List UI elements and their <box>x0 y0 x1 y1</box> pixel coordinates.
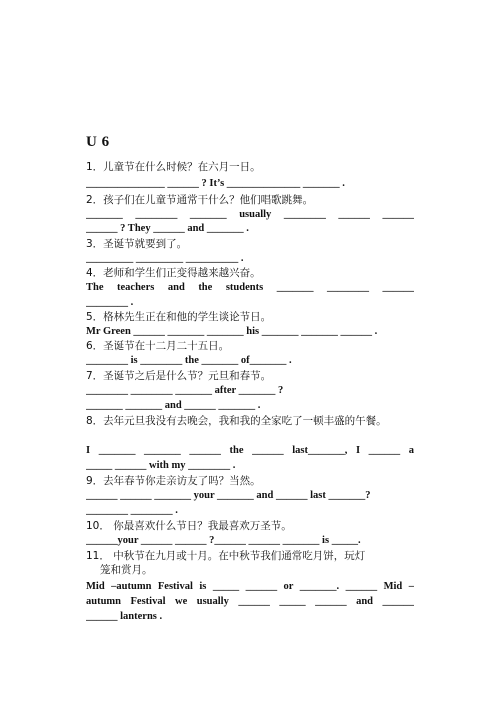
question-11-prompt-line-2: 笼和赏月。 <box>100 564 153 576</box>
question-5-prompt: 5．格林先生正在和他的学生谈论节日。 <box>86 311 272 323</box>
question-9-prompt: 9．去年春节你走亲访友了吗？当然。 <box>86 475 261 487</box>
question-2-prompt: 2．孩子们在儿童节通常干什么？他们唱歌跳舞。 <box>86 194 314 206</box>
question-2-answer-line-2: ______ ? They ______ and _______ . <box>86 223 249 234</box>
question-9-answer-line-2: ________ ________ . <box>86 505 178 516</box>
question-11-answer-line-1: Mid –autumn Festival is _____ ______ or _______. ______ Mid – <box>86 581 414 592</box>
question-1-answer: _______________ ______ ? It’s ______________ _______ . <box>86 178 345 189</box>
question-7-answer-line-1: ________ ________ _______ after _______ ? <box>86 385 284 396</box>
question-4-answer-line-1: The teachers and the students _______ ________ ______ <box>86 282 414 293</box>
question-11-prompt-line-1: 11． 中秋节在九月或十月。在中秋节我们通常吃月饼，玩灯 <box>86 550 366 562</box>
question-4-answer-line-2: ________ . <box>86 297 134 308</box>
question-9-answer-line-1: ______ ______ _______ your _______ and ______ last _______? <box>86 490 371 501</box>
question-1-prompt: 1．儿童节在什么时候？在六月一日。 <box>86 161 261 173</box>
unit-title: U 6 <box>86 134 110 150</box>
question-8-prompt: 8．去年元旦我没有去晚会，我和我的全家吃了一顿丰盛的午餐。 <box>86 415 387 427</box>
question-11-answer-line-2: autumn Festival we usually ______ _____ ______ and ______ <box>86 596 414 607</box>
question-10-prompt: 10． 你最喜欢什么节日？我最喜欢万圣节。 <box>86 520 292 532</box>
question-6-prompt: 6．圣诞节在十二月二十五日。 <box>86 340 230 352</box>
question-8-answer-line-1: I _______ _______ ______ the ______ last_______, I ______ a <box>86 445 414 456</box>
question-3-answer: _________ _________ __________ . <box>86 253 244 264</box>
question-7-prompt: 7．圣诞节之后是什么节？元旦和春节。 <box>86 370 272 382</box>
question-7-answer-line-2: _______ _______ and ______ _______ . <box>86 400 261 411</box>
question-11-answer-line-3: ______ lanterns . <box>86 611 163 622</box>
question-6-answer: ________ is ________ the _______ of_______ . <box>86 355 292 366</box>
question-4-prompt: 4．老师和学生们正变得越来越兴奋。 <box>86 267 261 279</box>
question-10-answer: ______your ______ ______ ?______ ______ _______ is _____. <box>86 535 361 546</box>
question-8-answer-line-2: _____ ______ with my ________ . <box>86 460 236 471</box>
question-2-answer-line-1: _______ ________ _______ usually ________ ______ ______ <box>86 209 414 220</box>
question-5-answer: Mr Green ______ _______ _______ his _______ _______ ______ . <box>86 326 378 337</box>
question-3-prompt: 3．圣诞节就要到了。 <box>86 238 188 250</box>
